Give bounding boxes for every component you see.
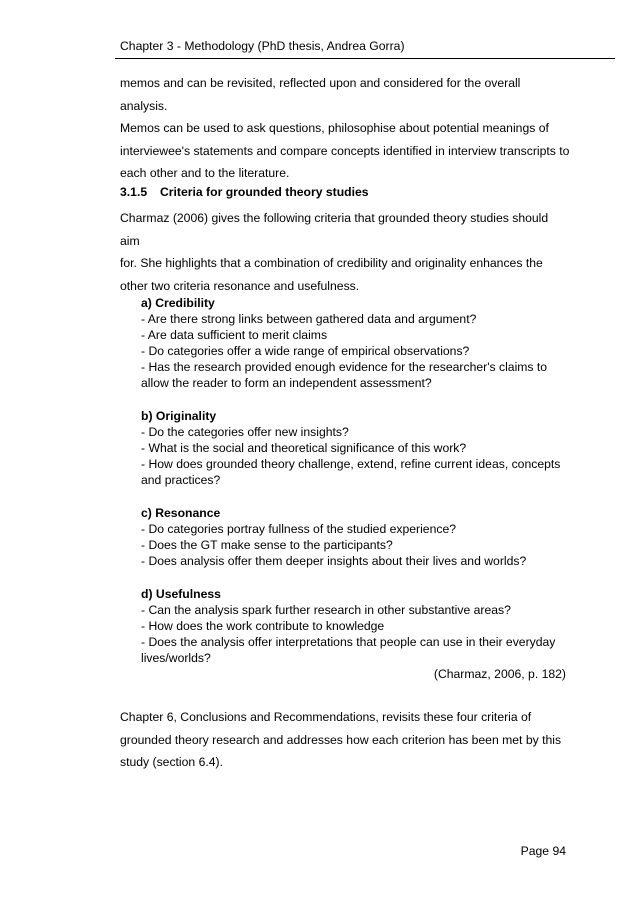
section-intro-line: Charmaz (2006) gives the following criteria that grounded theory studies should aim bbox=[120, 211, 549, 248]
header-divider bbox=[115, 58, 615, 59]
running-header: Chapter 3 - Methodology (PhD thesis, Andrea Gorra) bbox=[120, 39, 405, 53]
quote-citation: (Charmaz, 2006, p. 182) bbox=[433, 667, 566, 681]
intro-line: interviewee's statements and compare concepts identified in interview transcripts to bbox=[120, 143, 570, 158]
criterion-usefulness bbox=[141, 586, 566, 666]
criterion-question: - Are data sufficient to merit claims bbox=[141, 328, 328, 342]
conclusion-line: grounded theory research and addresses how each criterion has been met by this bbox=[120, 732, 562, 747]
section-title: Criteria for grounded theory studies bbox=[160, 185, 369, 199]
criterion-title: b) Originality bbox=[141, 409, 217, 423]
criterion-question: - Does the GT make sense to the participants? bbox=[141, 538, 393, 552]
criterion-question: - Do categories offer a wide range of empirical observations? bbox=[141, 344, 470, 358]
intro-line: memos and can be revisited, reflected upon and considered for the overall analysis. bbox=[120, 76, 521, 113]
criterion-originality bbox=[141, 408, 566, 488]
intro-paragraph bbox=[120, 72, 570, 185]
page-number: Page 94 bbox=[520, 844, 566, 858]
section-intro-paragraph bbox=[120, 207, 570, 297]
section-number: 3.1.5 bbox=[120, 185, 148, 199]
criterion-question: - Does analysis offer them deeper insights about their lives and worlds? bbox=[141, 554, 527, 568]
criterion-question: - Can the analysis spark further research in other substantive areas? bbox=[141, 603, 511, 617]
criterion-question: - Does the analysis offer interpretations that people can use in their everyday bbox=[141, 635, 556, 649]
criterion-question: - What is the social and theoretical significance of this work? bbox=[141, 441, 467, 455]
section-intro-line: for. She highlights that a combination of credibility and originality enhances the bbox=[120, 256, 543, 270]
conclusion-paragraph bbox=[120, 706, 570, 774]
criterion-question: lives/worlds? bbox=[141, 651, 211, 665]
section-heading bbox=[120, 184, 369, 200]
conclusion-line: Chapter 6, Conclusions and Recommendations, revisits these four criteria of bbox=[120, 710, 532, 724]
conclusion-line: study (section 6.4). bbox=[120, 755, 223, 769]
criterion-question: allow the reader to form an independent assessment? bbox=[141, 376, 432, 390]
criterion-title: a) Credibility bbox=[141, 296, 215, 310]
intro-line: Memos can be used to ask questions, philosophise about potential meanings of bbox=[120, 121, 549, 135]
criterion-question: - Are there strong links between gathered data and argument? bbox=[141, 312, 477, 326]
section-intro-line: other two criteria resonance and usefulness. bbox=[120, 278, 360, 293]
criterion-question: and practices? bbox=[141, 473, 221, 487]
criterion-credibility bbox=[141, 295, 566, 391]
intro-line: each other and to the literature. bbox=[120, 166, 290, 180]
criterion-question: - Has the research provided enough evidence for the researcher's claims to bbox=[141, 360, 548, 374]
criterion-question: - How does grounded theory challenge, extend, refine current ideas, concepts bbox=[141, 457, 561, 471]
criterion-question: - Do the categories offer new insights? bbox=[141, 425, 349, 439]
criterion-question: - Do categories portray fullness of the studied experience? bbox=[141, 522, 457, 536]
criterion-title: d) Usefulness bbox=[141, 587, 221, 601]
criterion-title: c) Resonance bbox=[141, 506, 221, 520]
criterion-question: - How does the work contribute to knowledge bbox=[141, 619, 385, 633]
criterion-resonance bbox=[141, 505, 566, 569]
criteria-block-quote bbox=[141, 295, 566, 682]
